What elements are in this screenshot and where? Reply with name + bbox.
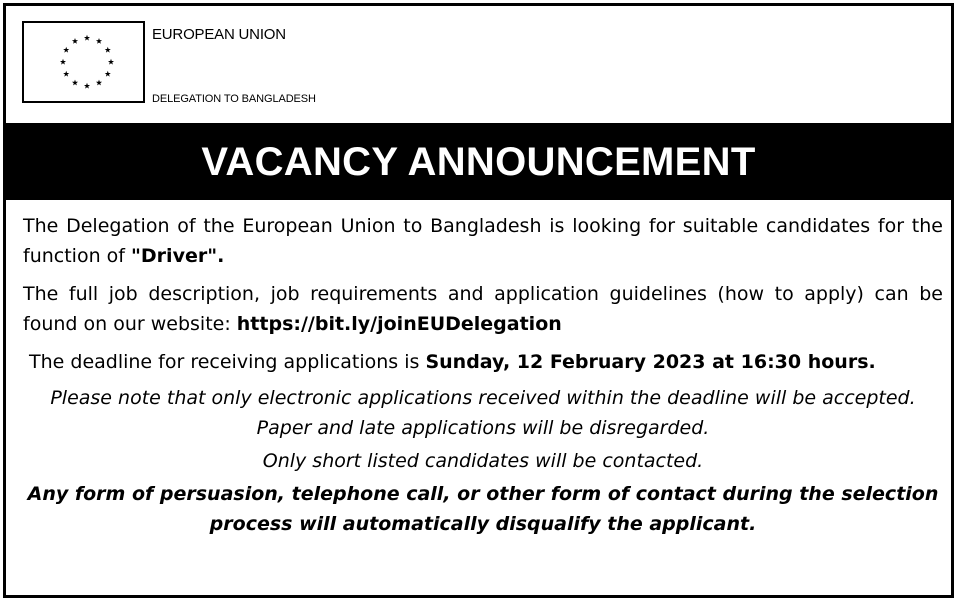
- website-link[interactable]: https://bit.ly/joinEUDelegation: [236, 313, 562, 335]
- flag-star-icon: [105, 71, 111, 77]
- intro-text: The Delegation of the European Union to Bangladesh is looking for suitable candidates for the function of: [23, 215, 943, 267]
- deadline-paragraph: [29, 347, 943, 377]
- flag-star-icon: [105, 47, 111, 53]
- flag-star-icon: [63, 71, 69, 77]
- electronic-note: Please note that only electronic applications received within the deadline will be accepted. Paper and late applications will be disregarded.: [50, 387, 916, 439]
- flag-star-icon: [108, 59, 114, 65]
- announcement-frame: [3, 3, 954, 598]
- flag-star-icon: [72, 80, 78, 86]
- disqualify-warning: Any form of persuasion, telephone call, or other form of contact during the selection process will automatically disqualify the applicant.: [27, 483, 939, 535]
- flag-star-icon: [72, 38, 78, 44]
- flag-star-icon: [96, 38, 102, 44]
- deadline-value: Sunday, 12 February 2023 at 16:30 hours.: [425, 351, 876, 373]
- announcement-body: [23, 211, 943, 539]
- eu-flag-icon: [24, 23, 143, 101]
- header: [6, 6, 951, 123]
- website-paragraph: [23, 279, 943, 339]
- website-text: The full job description, job requirements and application guidelines (how to apply) can be found on our website:: [23, 283, 943, 335]
- page-title: VACANCY ANNOUNCEMENT: [201, 139, 756, 184]
- eu-flag: [22, 21, 145, 103]
- deadline-text: The deadline for receiving applications is: [29, 351, 426, 373]
- shortlist-note: Only short listed candidates will be contacted.: [262, 450, 704, 472]
- flag-star-icon: [96, 80, 102, 86]
- organization-name: EUROPEAN UNION: [152, 26, 286, 43]
- flag-star-icon: [60, 59, 66, 65]
- position-title: "Driver".: [131, 245, 225, 267]
- flag-star-icon: [84, 83, 90, 89]
- intro-paragraph: [23, 211, 943, 271]
- title-banner: [6, 123, 951, 200]
- delegation-name: DELEGATION TO BANGLADESH: [152, 93, 316, 105]
- flag-star-icon: [63, 47, 69, 53]
- flag-star-icon: [84, 35, 90, 41]
